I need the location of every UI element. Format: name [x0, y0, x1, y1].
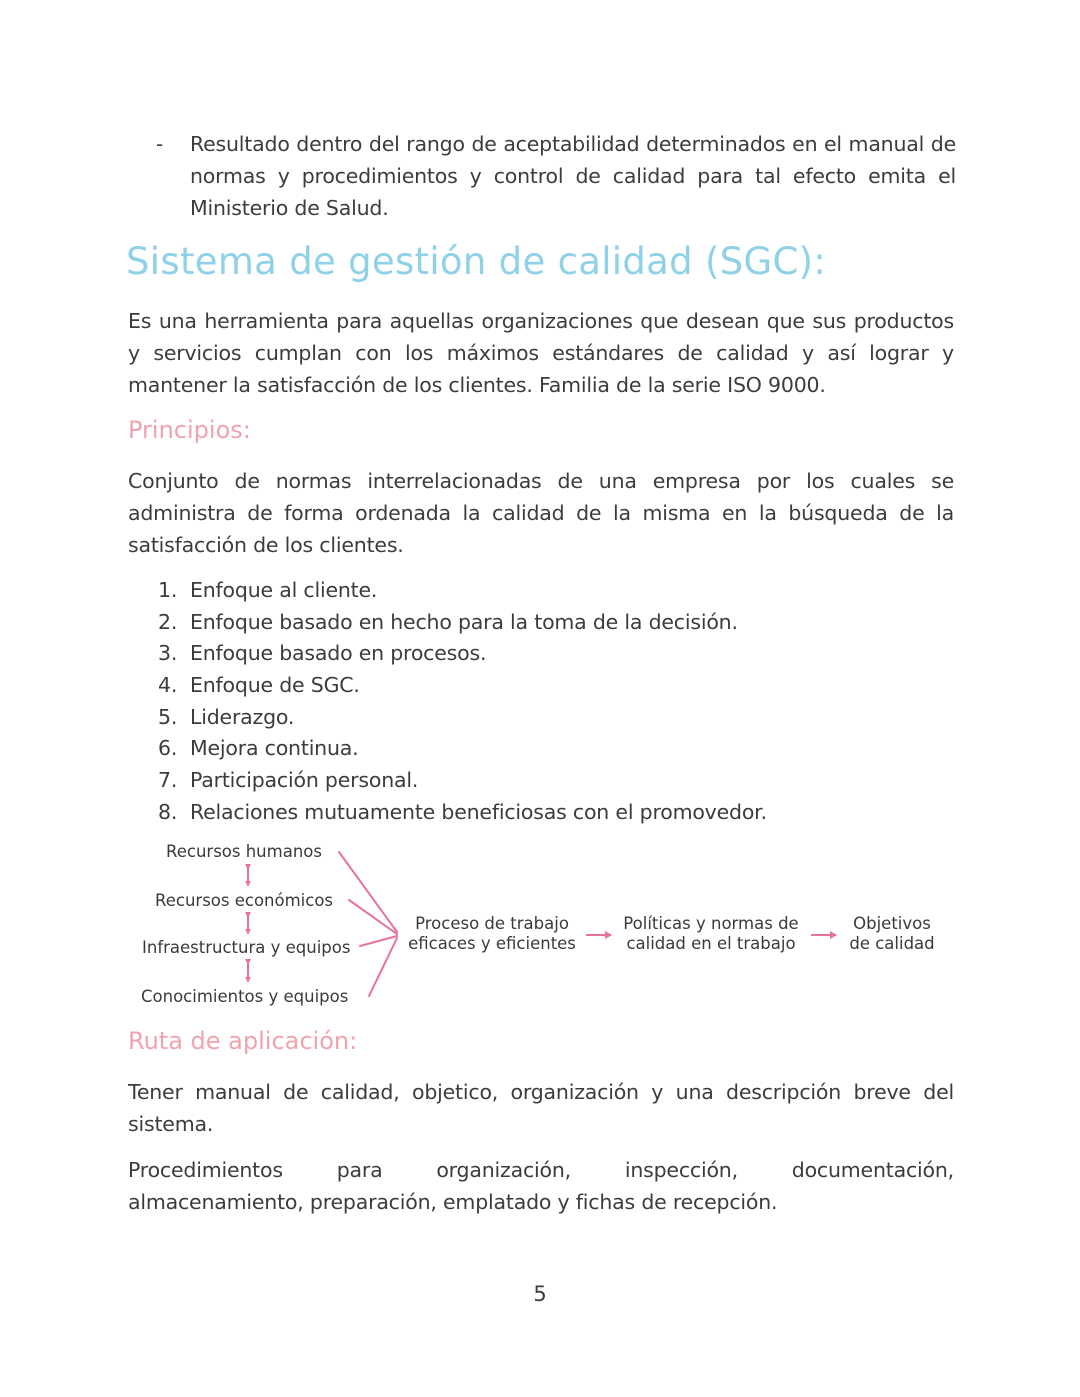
page-number: 5 [533, 1282, 547, 1306]
list-item: 2. Enfoque basado en hecho para la toma de la decisión. [158, 609, 738, 634]
policies-node: Políticas y normas de calidad en el trabajo [623, 914, 799, 953]
bullet-marker: - [156, 132, 164, 156]
section-intro: Es una herramienta para aquellas organizaciones que desean que sus productos y servicios cumplan con los máximos estándares de calidad y así lograr y mantener la satisfacción de los clientes. Familia de la serie ISO 9000. [128, 309, 954, 397]
bullet-text: Resultado dentro del rango de aceptabilidad determinados en el manual de normas y procedimientos y control de calidad para tal efecto emita el Ministerio de Salud. [190, 132, 956, 220]
principios-intro: Conjunto de normas interrelacionadas de una empresa por los cuales se administra de forma ordenada la calidad de la misma en la búsqueda de la satisfacción de los clientes. [128, 469, 954, 557]
list-item: 3. Enfoque basado en procesos. [158, 641, 487, 666]
list-item: 8. Relaciones mutuamente beneficiosas con el promovedor. [158, 799, 767, 824]
resource-knowledge: Conocimientos y equipos [141, 987, 349, 1006]
resource-human: Recursos humanos [166, 842, 322, 861]
ruta-paragraph-2-line-2: almacenamiento, preparación, emplatado y fichas de recepción. [128, 1190, 778, 1214]
resource-economic: Recursos económicos [155, 891, 334, 910]
section-title: Sistema de gestión de calidad (SGC): [126, 240, 827, 283]
list-item: 7. Participación personal. [158, 768, 419, 793]
resource-infrastructure: Infraestructura y equipos [142, 938, 351, 957]
bullet-item [156, 128, 956, 224]
list-item: 1. Enfoque al cliente. [158, 578, 378, 602]
ruta-paragraph-1: Tener manual de calidad, objetico, organización y una descripción breve del sistema. [128, 1080, 954, 1136]
ruta-paragraph-2-line-1: Procedimientos para organización, inspección, documentación, [128, 1158, 954, 1182]
ruta-heading: Ruta de aplicación: [128, 1027, 358, 1055]
list-item: 5. Liderazgo. [158, 704, 295, 729]
converging-arrow-icon [339, 852, 397, 996]
list-item: 4. Enfoque de SGC. [158, 673, 360, 698]
list-item: 6. Mejora continua. [158, 736, 359, 761]
objectives-node: Objetivos de calidad [849, 914, 935, 953]
principles-list [150, 575, 767, 829]
principios-heading: Principios: [128, 416, 251, 444]
process-node: Proceso de trabajo eficaces y eficientes [408, 914, 576, 953]
